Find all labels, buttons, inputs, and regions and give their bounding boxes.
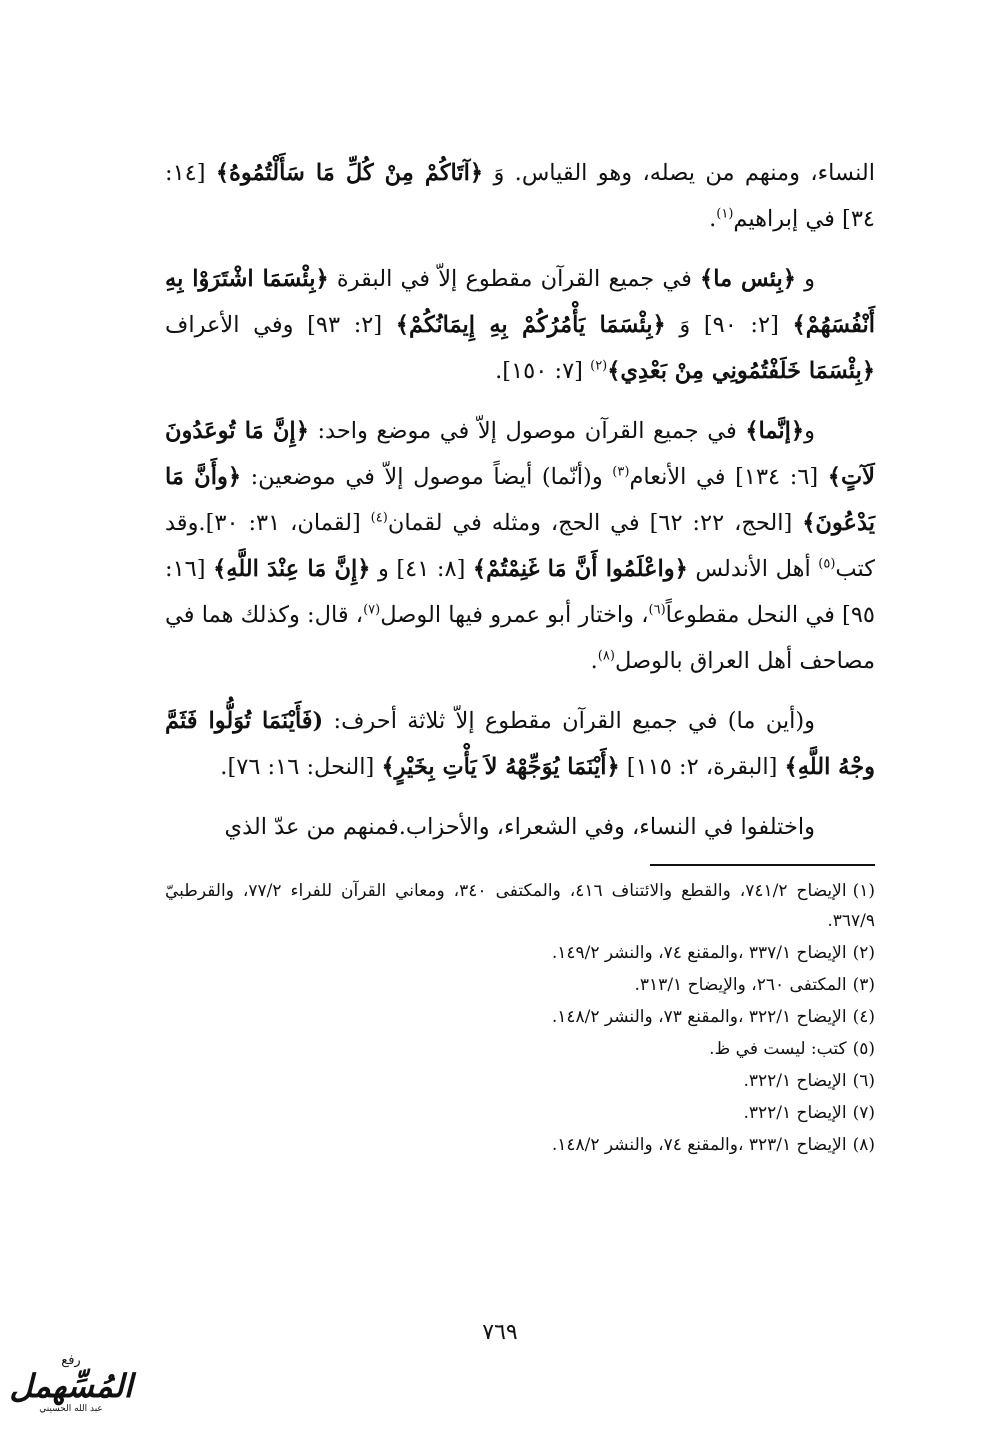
text-run: و	[795, 266, 815, 292]
quran-quote: ﴿بِئْسَمَا خَلَفْتُمُونِي مِنْ بَعْدِي﴾	[607, 358, 875, 384]
footnote-number: (١)	[852, 881, 876, 901]
text-run: [١٦: ٩٥] في النحل مقطوعاً	[165, 556, 875, 628]
paragraph	[165, 256, 875, 394]
footnote-number: (٢)	[852, 943, 875, 963]
quran-quote: (فَأَيْنَمَا تُوَلُّوا فَثَمَّ وجْهُ اللَّهِ﴾	[165, 708, 875, 780]
text-run: [٦: ١٣٤] في الأنعام	[629, 464, 828, 490]
page-content	[165, 150, 875, 1162]
body-text	[165, 150, 875, 850]
quran-quote: ﴿واعْلَمُوا أَنَّ مَا غَنِمْتُمْ﴾	[472, 556, 688, 582]
footnote-text: الإيضاح ٣٢٣/١ ،والمقنع ٧٤، والنشر ١٤٨/٢.	[551, 1135, 847, 1155]
quran-quote: ﴿إِنَّ مَا تُوعَدُونَ لَآتٍ﴾	[165, 418, 875, 490]
paragraph	[165, 698, 875, 790]
footnote-text: الإيضاح ٧٤١/٢، والقطع والائتناف ٤١٦، والمكتفى ٣٤٠، ومعاني القرآن للفراء ٧٧/٢، والقرطبيّ ٣٦٧/٩.	[165, 881, 875, 931]
footnote	[165, 876, 875, 936]
text-run: [البقرة، ٢: ١١٥]	[619, 754, 785, 780]
text-run: و	[804, 418, 815, 444]
footnote-ref: (٤)	[370, 510, 388, 526]
paragraph	[165, 408, 875, 684]
seal-top-text: رفع	[61, 1353, 81, 1368]
quran-quote: ﴿إِنَّ مَا عِنْدَ اللَّهِ﴾	[213, 556, 371, 582]
text-run: [الحج، ٢٢: ٦٢] في الحج، ومثله في لقمان	[387, 510, 803, 536]
text-run: أهل الأندلس	[687, 556, 819, 582]
footnote-ref: (٧)	[363, 602, 381, 618]
seal-stamp	[6, 1354, 136, 1420]
quran-quote: ﴿بِئْسَمَا يَأْمُرُكُمْ بِهِ إِيمَانُكُمْ﴾	[395, 312, 666, 338]
text-run: [١٤: ٣٤] في إبراهيم	[165, 160, 875, 232]
footnote	[165, 1098, 875, 1128]
text-run: واختلفوا في النساء، وفي الشعراء، والأحزاب.فمنهم من عدّ الذي	[224, 814, 815, 840]
text-run: ، قال: وكذلك هما في مصاحف أهل العراق بالوصل	[165, 602, 875, 674]
footnote-ref: (٦)	[648, 602, 666, 618]
quran-quote: ﴿بِئس ما﴾	[700, 266, 796, 292]
footnote-number: (٨)	[852, 1135, 875, 1155]
footnote-text: كتب: ليست في ظ.	[709, 1039, 847, 1059]
page-number: ٧٦٩	[482, 1320, 518, 1345]
text-run: في جميع القرآن موصول إلاّ في موضع واحد:	[308, 418, 746, 444]
footnote-number: (٥)	[852, 1039, 875, 1059]
text-run: [النحل: ١٦: ٧٦].	[220, 754, 382, 780]
footnote-text: الإيضاح ٣٢٢/١.	[743, 1103, 847, 1123]
footnote-ref: (٣)	[612, 464, 630, 480]
quran-quote: ﴿وأَنَّ مَا يَدْعُونَ﴾	[165, 464, 876, 536]
footnote	[165, 1002, 875, 1032]
text-run: و(أنّما) أيضاً موصول إلاّ في موضعين:	[241, 464, 613, 490]
text-run: [٧: ١٥٠].	[495, 358, 591, 384]
footnote-ref: (٨)	[597, 648, 615, 664]
quran-quote: ﴿أَيْنَمَا يُوَجِّهْهُ لاَ يَأْتِ بِخَيْرٍ﴾	[381, 754, 620, 780]
paragraph	[165, 150, 875, 242]
footnote-number: (٤)	[852, 1007, 875, 1027]
text-run: [٢: ٩٠] وَ	[665, 312, 793, 338]
footnote-ref: (٢)	[590, 358, 608, 374]
footnote	[165, 1130, 875, 1160]
quran-quote: ﴿آتَاكُمْ مِنْ كُلِّ مَا سَأَلْتُمُوهُ﴾	[215, 160, 484, 186]
text-run: [٢: ٩٣] وفي الأعراف	[165, 312, 396, 338]
text-run: .	[590, 648, 598, 674]
quran-quote: ﴿بِئْسَمَا اشْتَرَوْا بِهِ أَنْفُسَهُمْ﴾	[165, 266, 876, 338]
footnote	[165, 1066, 875, 1096]
text-run: [لقمان، ٣١: ٣٠].وقد كتب	[165, 510, 876, 582]
footnote	[165, 1034, 875, 1064]
footnotes	[165, 876, 875, 1160]
text-run: .	[709, 206, 717, 232]
footnote	[165, 938, 875, 968]
footnote	[165, 970, 875, 1000]
footnote-ref: (٥)	[818, 556, 836, 572]
footnote-text: المكتفى ٢٦٠، والإيضاح ٣١٣/١.	[634, 975, 847, 995]
footnote-number: (٣)	[852, 975, 875, 995]
footnote-number: (٧)	[852, 1103, 875, 1123]
text-run: النساء، ومنهم من يصله، وهو القياس. وَ	[483, 160, 875, 186]
footnote-text: الإيضاح ٣٢٢/١.	[743, 1071, 847, 1091]
paragraph	[165, 804, 875, 850]
footnote-number: (٦)	[852, 1071, 875, 1091]
text-run: في جميع القرآن مقطوع إلاّ في البقرة	[328, 266, 701, 292]
footnote-text: الإيضاح ٣٢٢/١ ،والمقنع ٧٣، والنشر ١٤٨/٢.	[551, 1007, 847, 1027]
seal-main-text: المُسِّهمل	[9, 1367, 133, 1405]
seal-sub-text: عبد الله الحسيني	[39, 1404, 103, 1414]
text-run: و(أين ما) في جميع القرآن مقطوع إلاّ ثلاثة أحرف:	[323, 708, 815, 734]
footnote-text: الإيضاح ٣٣٧/١ ،والمقنع ٧٤، والنشر ١٤٩/٢.	[551, 943, 847, 963]
quran-quote: ﴿إنَّما﴾	[745, 418, 805, 444]
text-run: ، واختار أبو عمرو فيها الوصل	[380, 602, 649, 628]
footnote-separator	[650, 864, 875, 866]
footnote-ref: (١)	[716, 206, 734, 222]
text-run: [٨: ٤١] و	[370, 556, 473, 582]
